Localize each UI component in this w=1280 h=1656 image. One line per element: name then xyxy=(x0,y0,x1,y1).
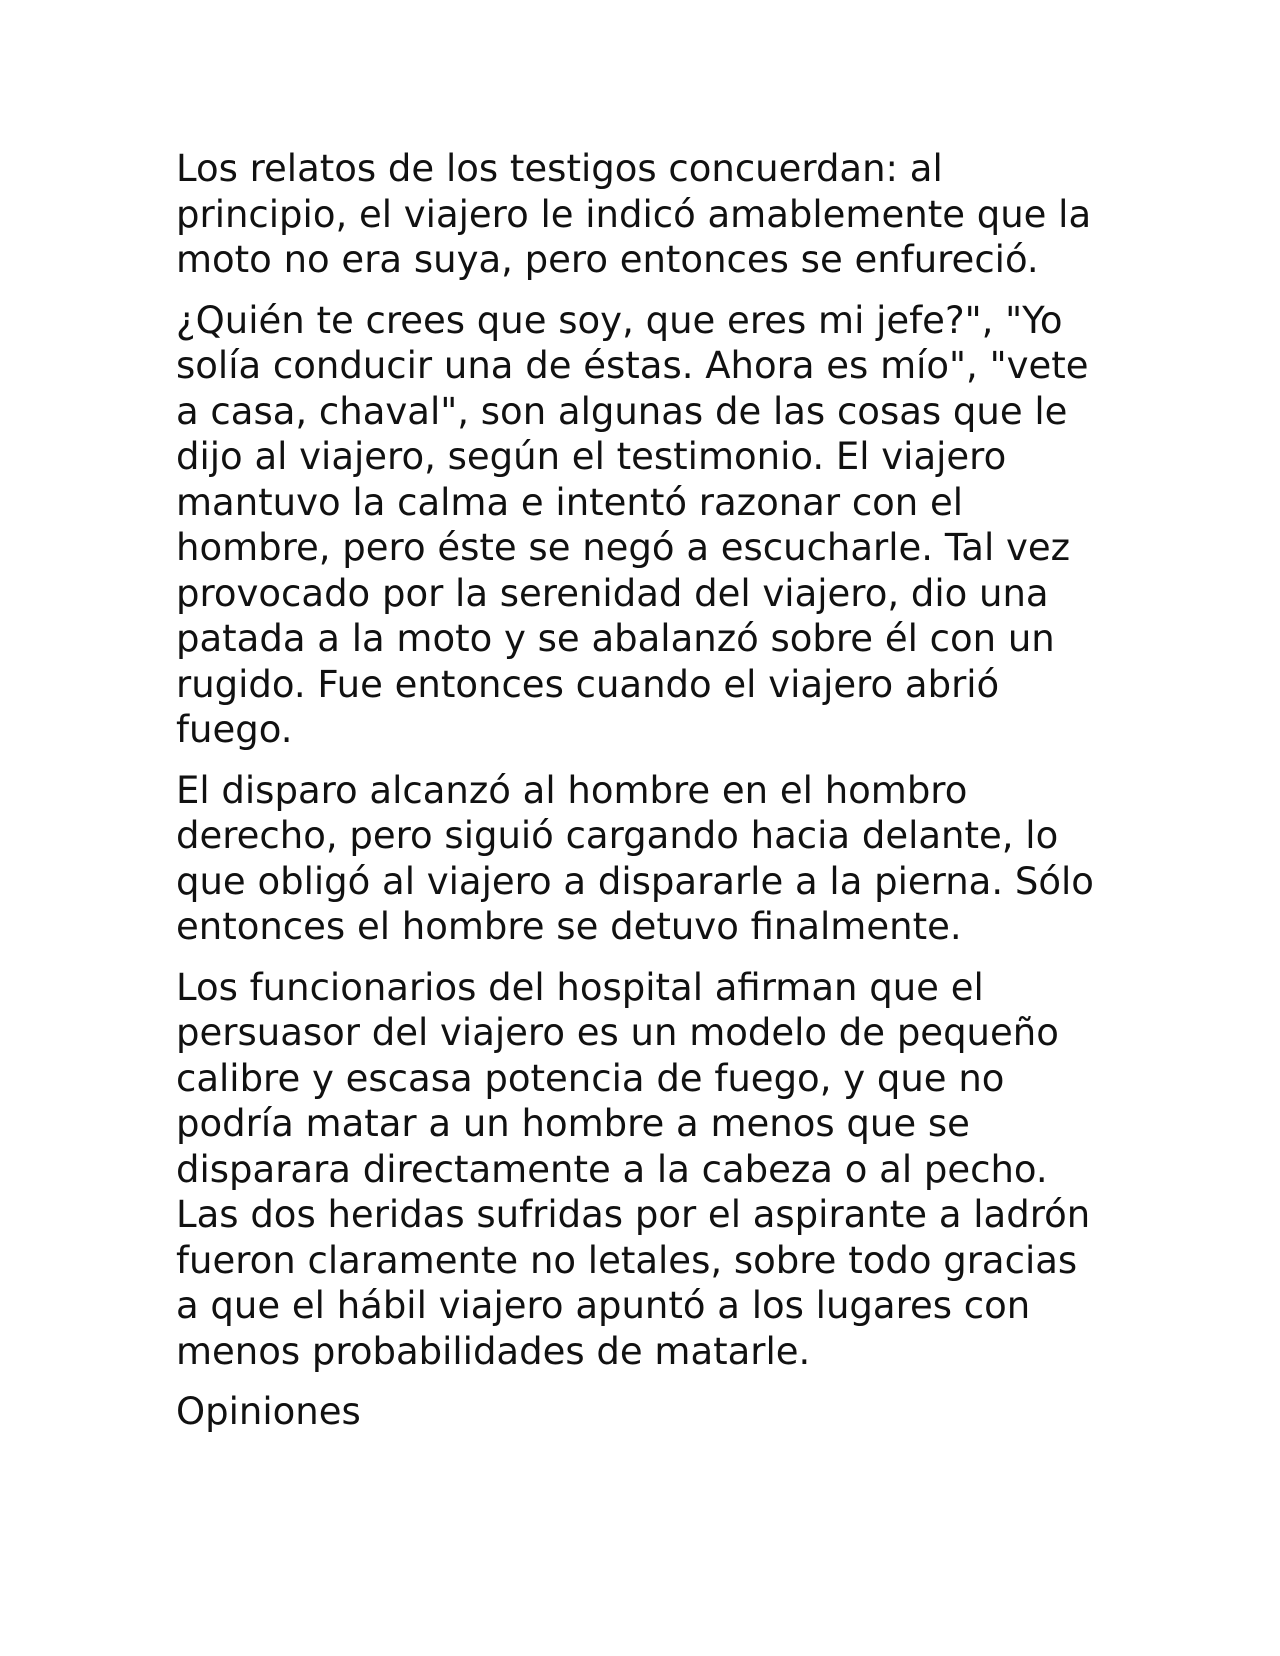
paragraph-hospital: Los funcionarios del hospital afirman que el persuasor del viajero es un modelo de pequeño calibre y escasa potencia de fuego, y que no podría matar a un hombre a menos que se disparara directamente a la cabeza o al pecho. Las dos heridas sufridas por el aspirante a ladrón fueron claramente no letales, sobre todo gracias a que el hábil viajero apuntó a los lugares con menos probabilidades de matarle. xyxy=(176,965,1091,1373)
paragraph-shot: El disparo alcanzó al hombre en el hombro derecho, pero siguió cargando hacia delante, lo que obligó al viajero a dispararle a la pierna. Sólo entonces el hombre se detuvo finalmente. xyxy=(176,768,1094,948)
document-body xyxy=(176,146,1106,1450)
section-heading-opiniones: Opiniones xyxy=(176,1390,361,1433)
paragraph-witness-accounts: Los relatos de los testigos concuerdan: al principio, el viajero le indicó amablemente que la moto no era suya, pero entonces se enfureció. xyxy=(176,147,1092,281)
paragraph-quotes: ¿Quién te crees que soy, que eres mi jefe?", "Yo solía conducir una de éstas. Ahora es mío", "vete a casa, chaval", son algunas de las cosas que le dijo al viajero, según el testimonio. El viajero mantuvo la calma e intentó razonar con el hombre, pero éste se negó a escucharle. Tal vez provocado por la serenidad del viajero, dio una patada a la moto y se abalanzó sobre él con un rugido. Fue entonces cuando el viajero abrió fuego. xyxy=(176,298,1089,751)
